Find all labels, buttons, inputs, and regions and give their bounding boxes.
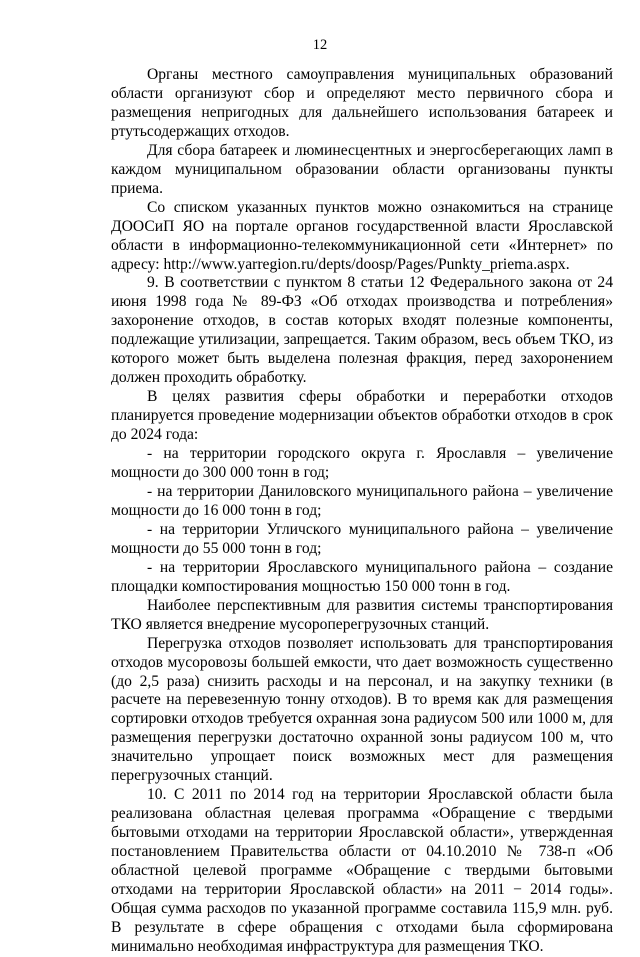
list-item-danilov-district: - на территории Даниловского муниципального района – увеличение мощности до 16 000 тонн в год;: [111, 482, 613, 519]
paragraph-modernization-plan: В целях развития сферы обработки и переработки отходов планируется проведение модернизации объектов обработки отходов в срок до 2024 года:: [111, 388, 613, 444]
list-item-yaroslavl-district: - на территории Ярославского муниципального района – создание площадки компостирования мощностью 150 000 тонн в год.: [111, 558, 613, 595]
list-item-yaroslavl-city: - на территории городского округа г. Ярославля – увеличение мощности до 300 000 тонн в год;: [111, 445, 613, 482]
page-number: 12: [312, 37, 328, 53]
paragraph-item-9-federal-law: 9. В соответствии с пунктом 8 статьи 12 Федерального закона от 24 июня 1998 года № 89-ФЗ «Об отходах производства и потребления» захоронение отходов, в состав которых входят полезные компоненты, подлежащие утилизации, запрещается. Таким образом, весь объем ТКО, из которого может быть выделена полезная фракция, перед захоронением должен проходить обработку.: [111, 274, 613, 387]
paragraph-item-10-regional-program: 10. С 2011 по 2014 год на территории Ярославской области была реализована областная целевая программа «Обращение с твердыми бытовыми отходами на территории Ярославской области», утвержденная постановлением Правительства области от 04.10.2010 № 738-п «Об областной целевой программе «Обращение с твердыми бытовыми отходами на территории Ярославской области» на 2011 − 2014 годы». Общая сумма расходов по указанной программе составила 115,9 млн. руб. В результате в сфере обращения с отходами была сформирована минимально необходимая инфраструктура для размещения ТКО.: [111, 786, 613, 955]
paragraph-local-government-collection: Органы местного самоуправления муниципальных образований области организуют сбор и определяют место первичного сбора и размещения непригодных для дальнейшего использования батареек и ртутьсодержащих отходов.: [111, 66, 613, 140]
paragraph-collection-points: Для сбора батареек и люминесцентных и энергосберегающих ламп в каждом муниципальном образовании области организованы пункты приема.: [111, 141, 613, 197]
list-item-uglich-district: - на территории Угличского муниципального района – увеличение мощности до 55 000 тонн в год;: [111, 520, 613, 557]
paragraph-waste-transfer-benefits: Перегрузка отходов позволяет использовать для транспортирования отходов мусоровозы большей емкости, что дает возможность существенно (до 2,5 раза) снизить расходы и на персонал, и на закупку техники (в расчете на перевезенную тонну отходов). В то время как для размещения сортировки отходов требуется охранная зона радиусом 500 или 1000 м, для размещения перегрузки достаточно охранной зоны радиусом 100 м, что значительно упрощает поиск возможных мест для размещения перегрузочных станций.: [111, 634, 613, 785]
paragraph-points-list-url: Со списком указанных пунктов можно ознакомиться на странице ДООСиП ЯО на портале органов государственной власти Ярославской области в информационно-телекоммуникационной сети «Интернет» по адресу: http://www.yarregion.ru/depts/doosp/Pages/Punkty_priema.aspx.: [111, 198, 613, 273]
document-body: [111, 66, 613, 957]
paragraph-transfer-stations: Наиболее перспективным для развития системы транспортирования ТКО является внедрение мусороперегрузочных станций.: [111, 596, 613, 633]
